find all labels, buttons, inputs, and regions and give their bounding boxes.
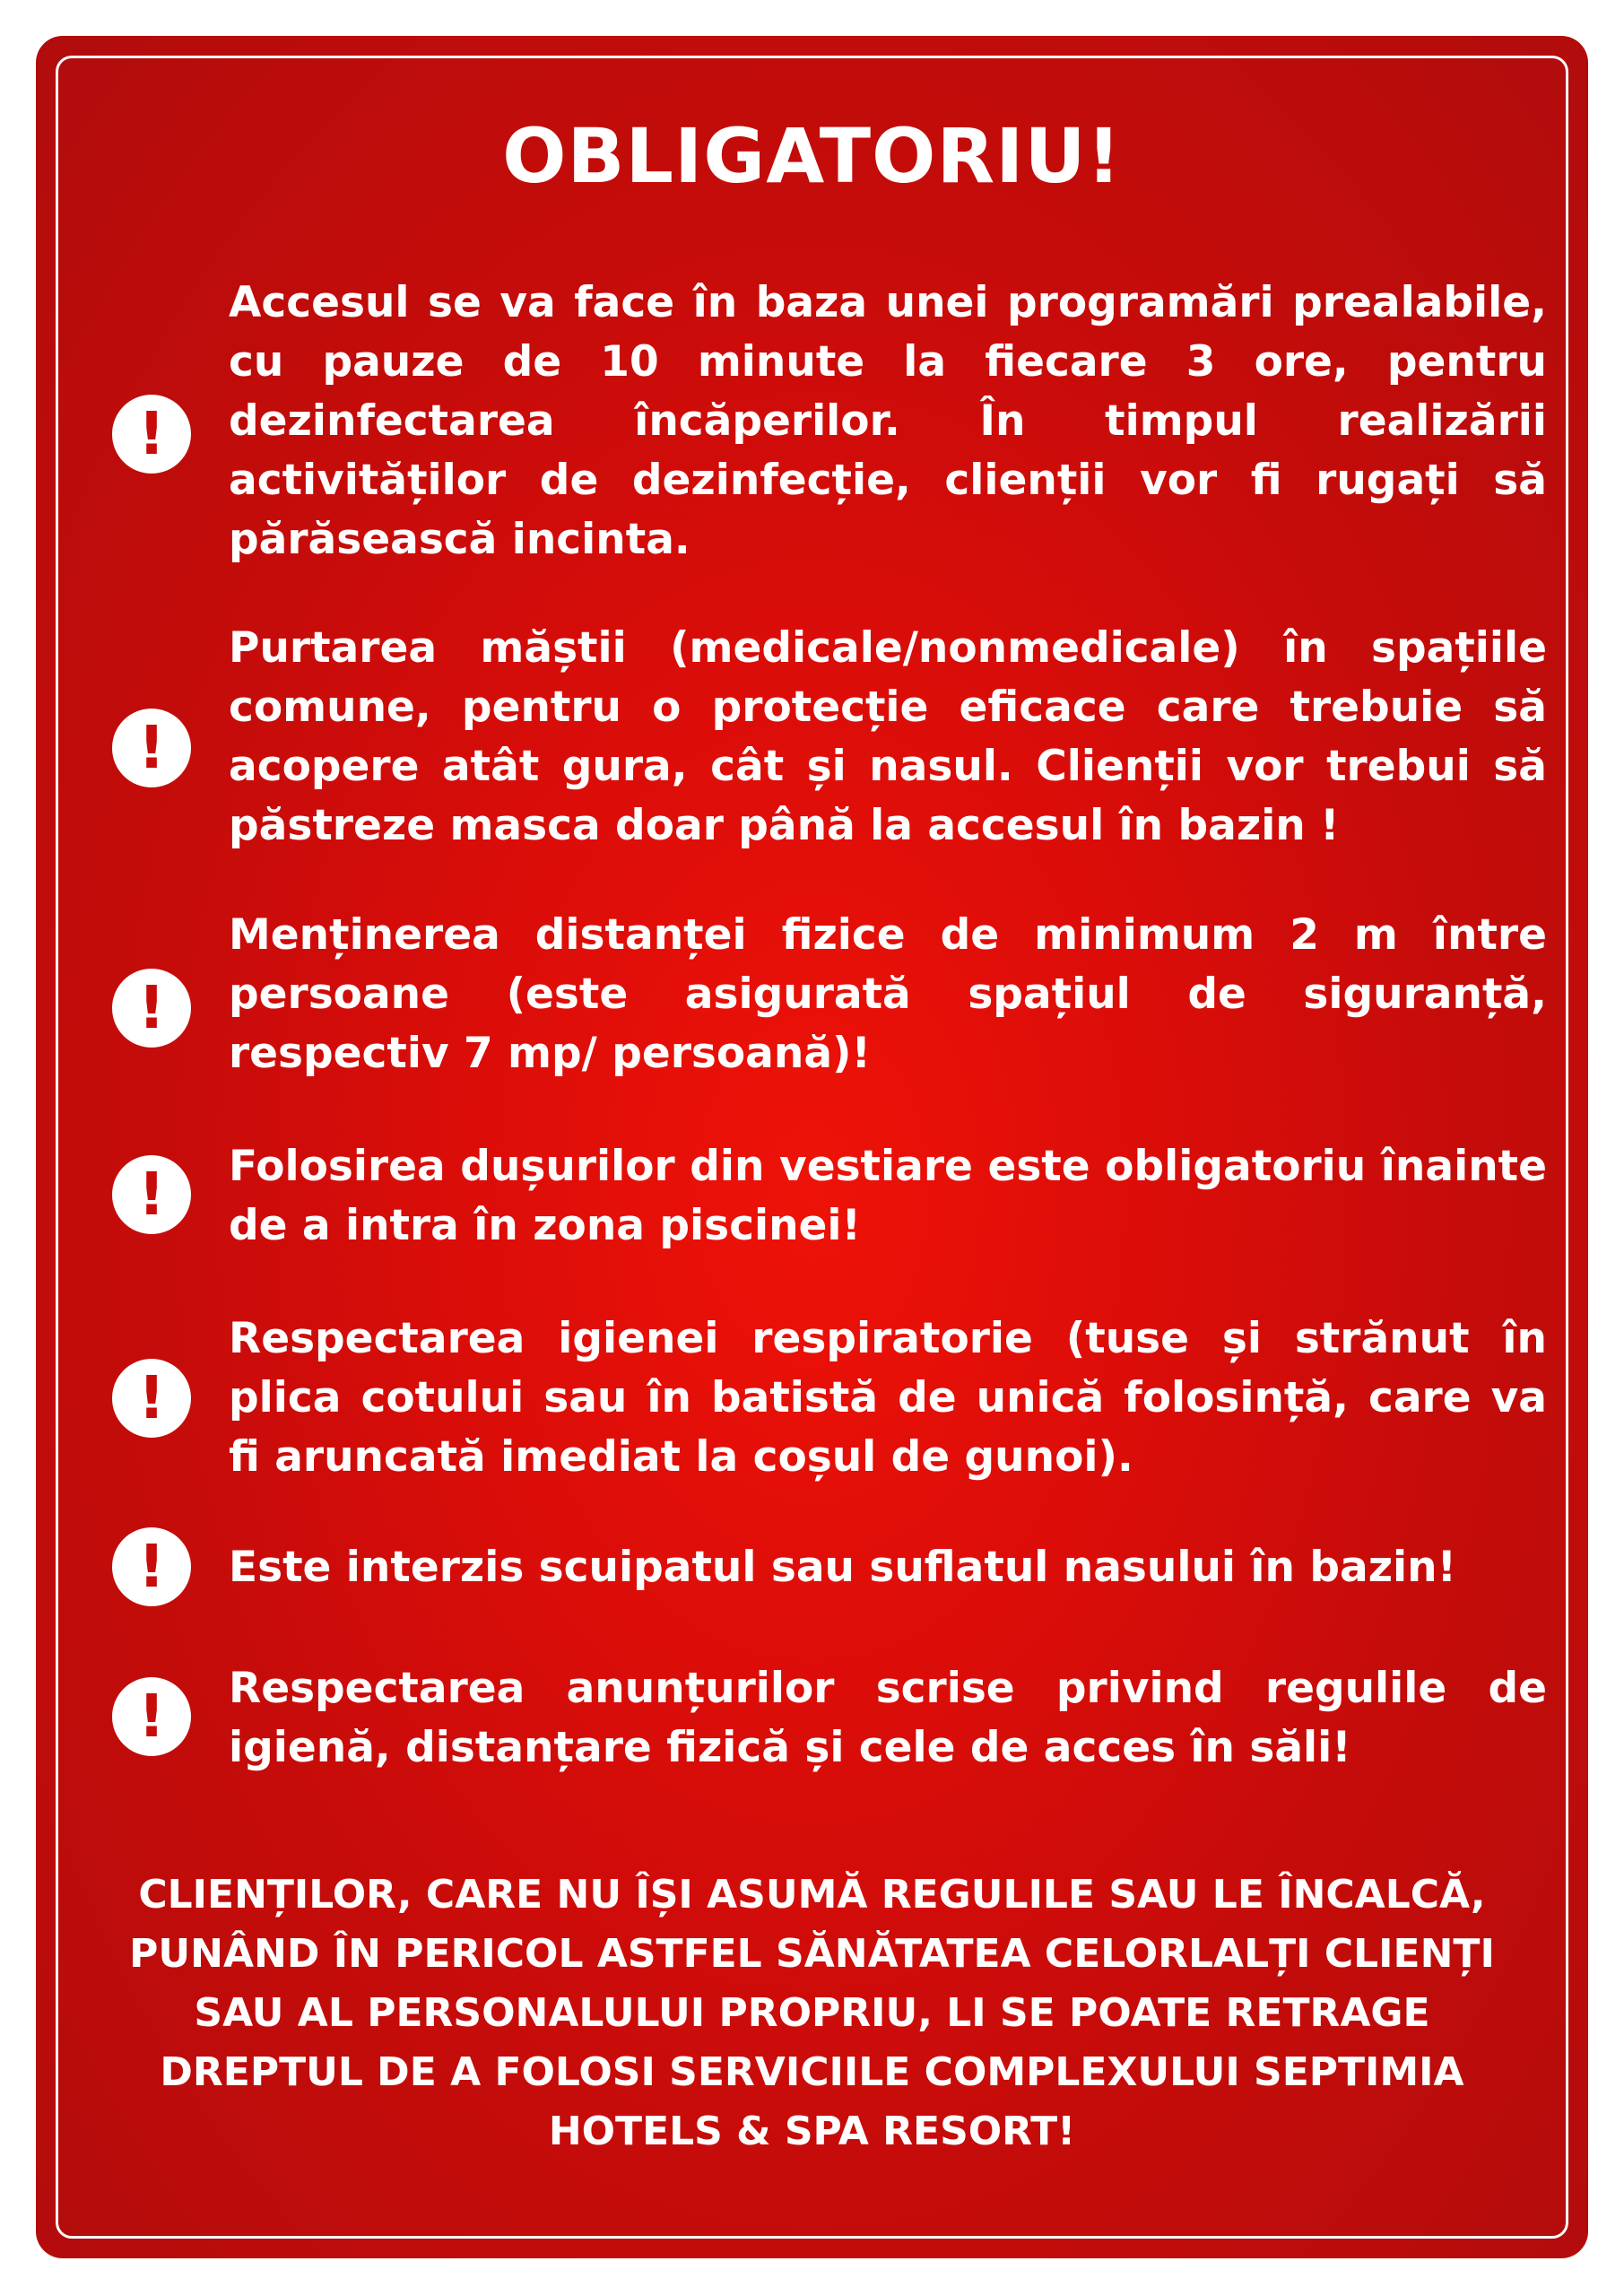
exclamation-circle-icon: ! — [112, 1527, 191, 1606]
rule-text: Respectarea anunțurilor scrise privind regulile de igienă, distanțare fizică și cele de acces în săli! — [229, 1664, 1547, 1772]
rule-text: Accesul se va face în baza unei programări prealabile, cu pauze de 10 minute la fiecare 3 ore, pentru dezinfectarea încăperilor. În timpul realizării activităților de dezinfecție, clienții vor fi rugați să părăsească incinta. — [229, 278, 1547, 564]
exclamation-circle-icon: ! — [112, 709, 191, 787]
rule-text: Purtarea măștii (medicale/nonmedicale) în spațiile comune, pentru o protecție eficace care trebuie să acopere atât gura, cât și nasul. Clienții vor trebui să păstreze masca doar până la accesul în bazin ! — [229, 623, 1547, 850]
exclamation-circle-icon: ! — [112, 969, 191, 1048]
exclamation-circle-icon: ! — [112, 1359, 191, 1438]
rule-text: Menținerea distanței fizice de minimum 2 m între persoane (este asigurată spațiul de siguranță, respectiv 7 mp/ persoană)! — [229, 910, 1547, 1078]
rule-text: Este interzis scuipatul sau suflatul nasului în bazin! — [229, 1543, 1457, 1592]
rule-text: Respectarea igienei respiratorie (tuse și strănut în plica cotului sau în batistă de unică folosință, care va fi aruncată imediat la coșul de gunoi). — [229, 1314, 1547, 1482]
exclamation-circle-icon: ! — [112, 1155, 191, 1234]
rule-text: Folosirea dușurilor din vestiare este obligatoriu înainte de a intra în zona piscinei! — [229, 1142, 1547, 1250]
sign-footer-warning: CLIENȚILOR, CARE NU ÎȘI ASUMĂ REGULILE SAU LE ÎNCALCĂ, PUNÂND ÎN PERICOL ASTFEL SĂNĂTATEA CELORLALȚI CLIENȚI SAU AL PERSONALULUI PROPRIU, LI SE POATE RETRAGE DREPTUL DE A FOLOSI SERVICIILE COMPLEXULUI SEPTIMIA HOTELS & SPA RESORT! — [129, 1872, 1495, 2154]
notice-sign — [36, 36, 1588, 2258]
sign-title: OBLIGATORIU! — [502, 112, 1122, 200]
exclamation-circle-icon: ! — [112, 395, 191, 474]
exclamation-circle-icon: ! — [112, 1677, 191, 1756]
